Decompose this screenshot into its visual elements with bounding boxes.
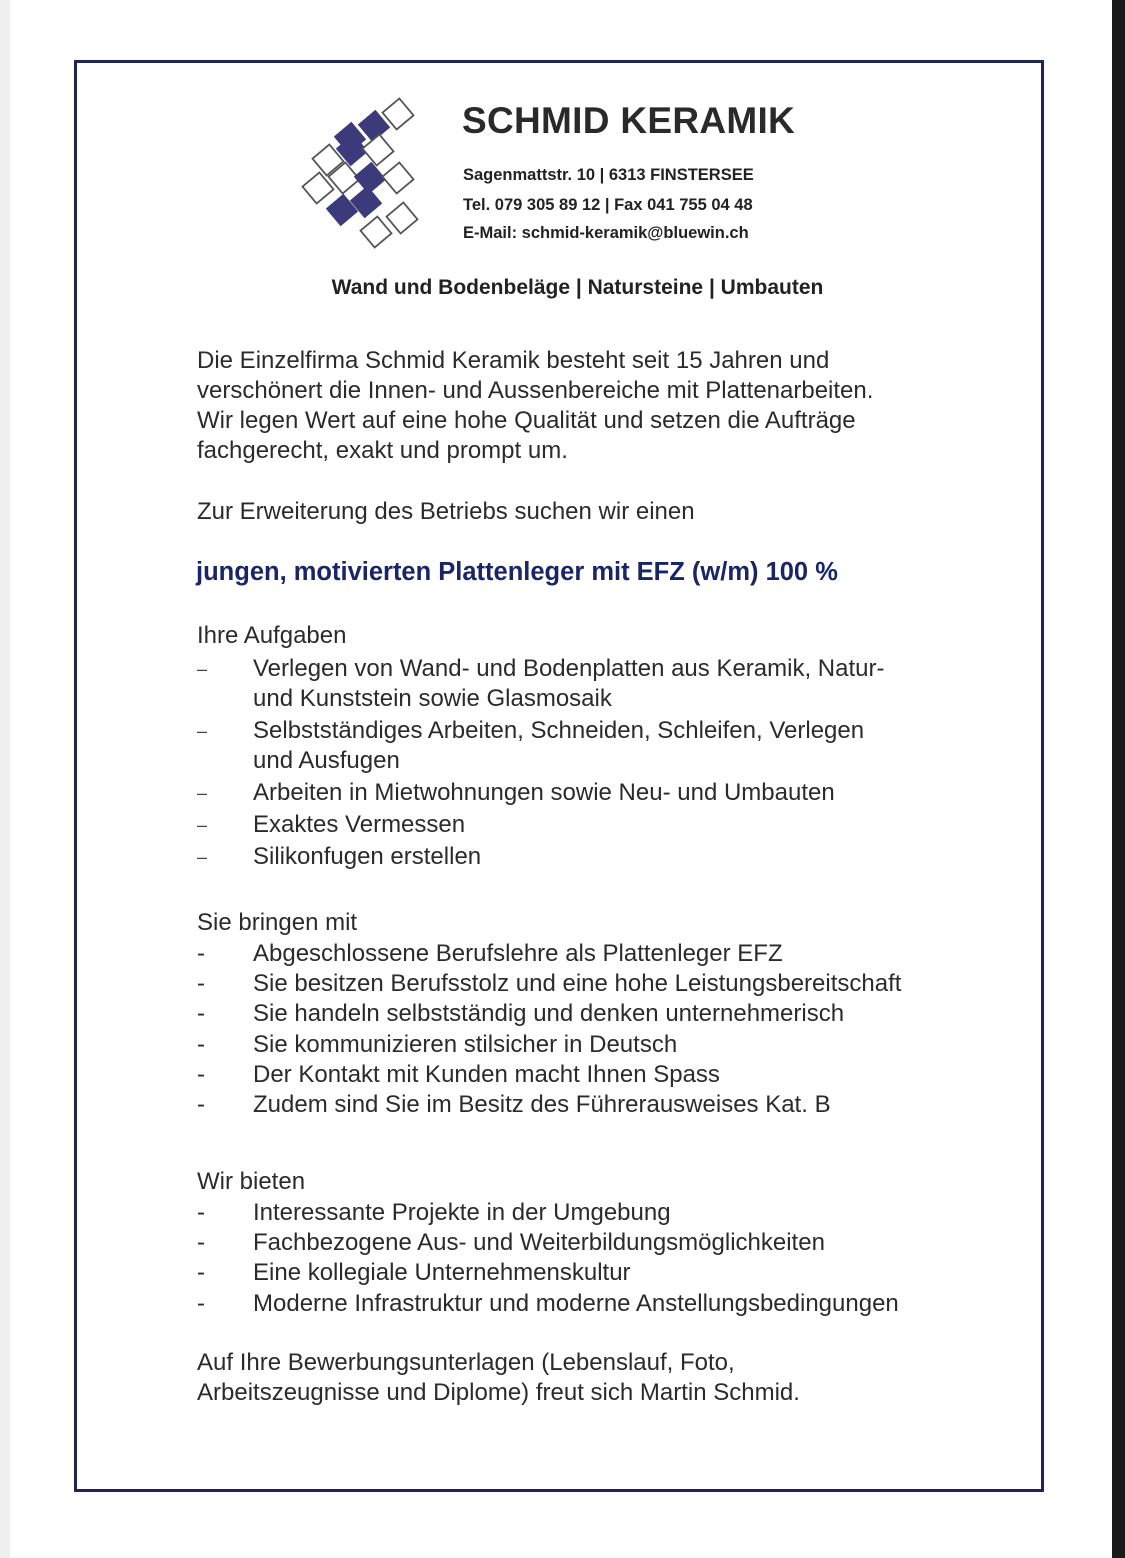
closing-line: Auf Ihre Bewerbungsunterlagen (Lebenslauf, Foto,: [197, 1349, 735, 1376]
page-edge-right: [1112, 0, 1125, 1558]
page-edge-left: [0, 0, 10, 1558]
logo-tile-outline: [383, 163, 414, 194]
list-item: – Verlegen von Wand- und Bodenplatten aus Keramik, Natur-: [197, 655, 885, 682]
intro-line: Die Einzelfirma Schmid Keramik besteht seit 15 Jahren und: [197, 347, 830, 374]
requirements-title: Sie bringen mit: [197, 909, 358, 936]
list-item: - Abgeschlossene Berufslehre als Plattenleger EFZ: [197, 939, 997, 969]
closing-line: Arbeitszeugnisse und Diplome) freut sich Martin Schmid.: [197, 1379, 800, 1406]
list-item: – Arbeiten in Mietwohnungen sowie Neu- und Umbauten: [197, 779, 835, 806]
dash-bullet: –: [197, 721, 208, 741]
dash-bullet: -: [197, 970, 205, 998]
logo-tile-outline: [361, 217, 392, 248]
dash-bullet: -: [197, 1060, 205, 1088]
dash-bullet: -: [197, 1259, 205, 1287]
tasks-list: [197, 654, 997, 872]
job-headline: jungen, motivierten Plattenleger mit EFZ (w/m) 100 %: [196, 558, 838, 586]
services-line: Wand und Bodenbeläge | Natursteine | Umbauten: [331, 276, 824, 299]
closing-paragraph: [197, 1348, 997, 1408]
dash-bullet: -: [197, 1289, 205, 1317]
dash-bullet: -: [197, 1030, 205, 1058]
list-item: und Kunststein sowie Glasmosaik: [253, 685, 612, 712]
company-name: SCHMID KERAMIK: [462, 100, 796, 141]
offer-list: [197, 1198, 997, 1319]
list-item: – Exaktes Vermessen: [197, 811, 466, 838]
company-address: Sagenmattstr. 10 | 6313 FINSTERSEE: [463, 166, 754, 184]
company-email: E-Mail: schmid-keramik@bluewin.ch: [463, 224, 749, 242]
company-phone-fax: Tel. 079 305 89 12 | Fax 041 755 04 48: [463, 196, 753, 214]
dash-bullet: -: [197, 1000, 205, 1028]
intro-paragraph: [197, 346, 997, 466]
dash-bullet: –: [197, 659, 208, 679]
dash-bullet: -: [197, 1199, 205, 1226]
list-item: - Eine kollegiale Unternehmenskultur: [197, 1258, 997, 1288]
offer-title: Wir bieten: [197, 1168, 306, 1195]
dash-bullet: -: [197, 940, 205, 967]
intro-line: Wir legen Wert auf eine hohe Qualität und setzen die Aufträge: [197, 407, 856, 434]
list-item: - Der Kontakt mit Kunden macht Ihnen Spass: [197, 1060, 997, 1090]
list-item: - Zudem sind Sie im Besitz des Führerausweises Kat. B: [197, 1090, 997, 1120]
dash-bullet: –: [197, 783, 208, 803]
logo-tile-filled: [355, 163, 386, 194]
intro-line: verschönert die Innen- und Aussenbereiche mit Plattenarbeiten.: [197, 377, 874, 404]
requirements-list: [197, 939, 997, 1120]
company-logo: [298, 92, 434, 258]
dash-bullet: -: [197, 1091, 205, 1119]
list-item: - Sie besitzen Berufsstolz und eine hohe Leistungsbereitschaft: [197, 969, 997, 999]
list-item: – Silikonfugen erstellen: [197, 843, 482, 870]
list-item: - Moderne Infrastruktur und moderne Anstellungsbedingungen: [197, 1289, 997, 1319]
logo-tile-outline: [363, 135, 394, 166]
intro-line: fachgerecht, exakt und prompt um.: [197, 437, 568, 464]
list-item: – Selbstständiges Arbeiten, Schneiden, Schleifen, Verlegen: [197, 717, 865, 744]
search-line: Zur Erweiterung des Betriebs suchen wir einen: [197, 498, 695, 525]
dash-bullet: –: [197, 847, 208, 867]
list-item: - Sie kommunizieren stilsicher in Deutsch: [197, 1030, 997, 1060]
logo-tile-outline: [387, 203, 418, 234]
dash-bullet: -: [197, 1229, 205, 1257]
dash-bullet: –: [197, 815, 208, 835]
list-item: - Fachbezogene Aus- und Weiterbildungsmöglichkeiten: [197, 1228, 997, 1258]
list-item: - Sie handeln selbstständig und denken unternehmerisch: [197, 999, 997, 1029]
list-item: - Interessante Projekte in der Umgebung: [197, 1198, 997, 1228]
tasks-title: Ihre Aufgaben: [197, 622, 347, 649]
list-item: und Ausfugen: [253, 747, 400, 774]
